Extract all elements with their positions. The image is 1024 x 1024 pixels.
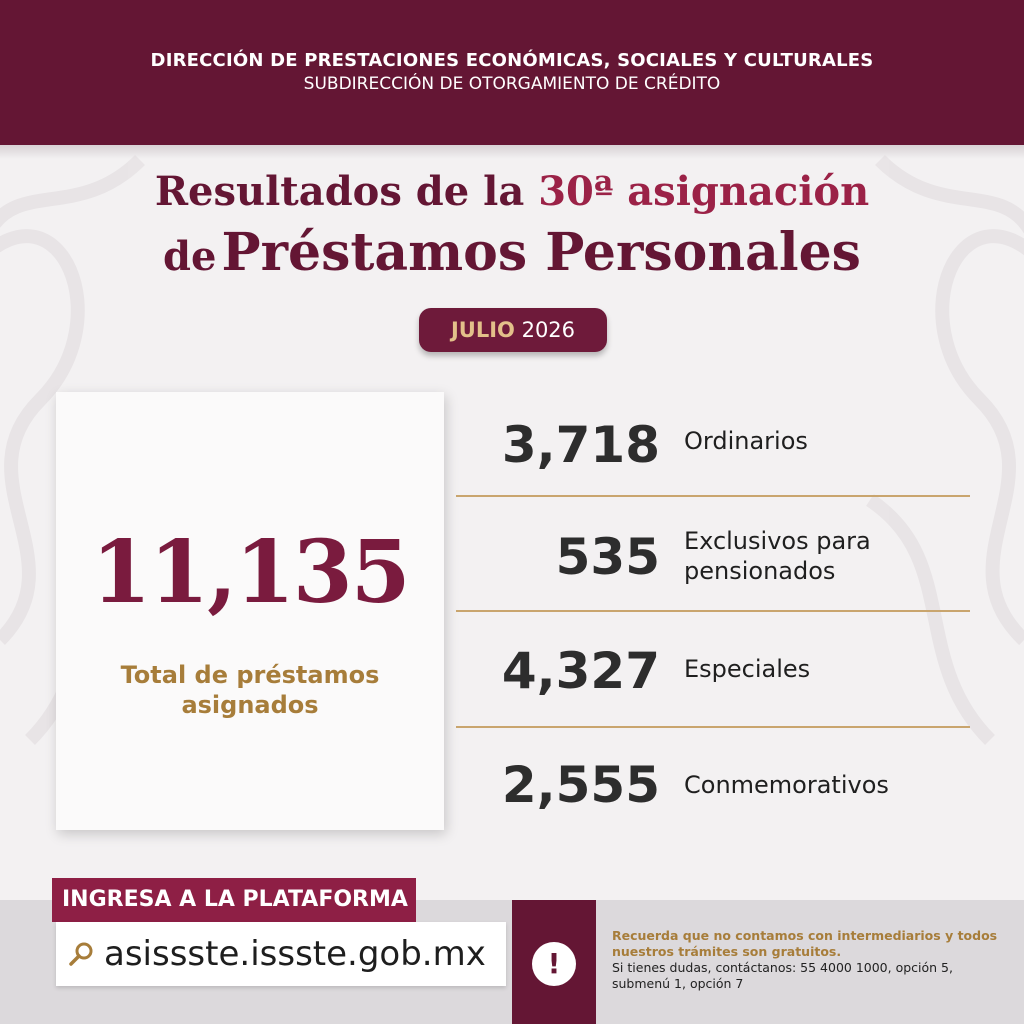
stat-label: Exclusivos para pensionados bbox=[684, 527, 871, 585]
platform-heading: INGRESA A LA PLATAFORMA bbox=[52, 878, 416, 922]
title-assignment-number: 30ª asignación bbox=[538, 168, 870, 215]
header-shadow bbox=[0, 145, 1024, 159]
date-month: JULIO bbox=[450, 318, 515, 342]
title-de: de bbox=[163, 233, 217, 280]
date-badge bbox=[419, 308, 607, 352]
date-year: 2026 bbox=[521, 318, 576, 342]
stat-value: 3,718 bbox=[501, 416, 660, 474]
stat-label: Especiales bbox=[684, 655, 811, 683]
header-directorate: DIRECCIÓN DE PRESTACIONES ECONÓMICAS, SOCIALES Y CULTURALES bbox=[150, 50, 874, 71]
header-subdirectorate: SUBDIRECCIÓN DE OTORGAMIENTO DE CRÉDITO bbox=[303, 74, 721, 94]
exclamation-icon: ! bbox=[532, 942, 576, 986]
total-loans-label: Total de préstamos asignados bbox=[120, 661, 380, 719]
title-prefix: Resultados de la bbox=[154, 168, 525, 215]
title-line-2 bbox=[0, 222, 1024, 283]
alert-block bbox=[512, 900, 596, 1024]
stat-row-ordinarios bbox=[456, 412, 970, 496]
total-card bbox=[56, 392, 444, 830]
notice-contact: Si tienes dudas, contáctanos: 55 4000 1000, opción 5, submenú 1, opción 7 bbox=[612, 960, 953, 991]
stat-value: 4,327 bbox=[501, 642, 660, 700]
platform-url-link[interactable] bbox=[56, 922, 506, 986]
stat-label: Conmemorativos bbox=[684, 771, 889, 799]
stat-row-conmemorativos bbox=[456, 728, 970, 828]
title-line-1 bbox=[0, 168, 1024, 215]
stat-value: 2,555 bbox=[501, 756, 660, 814]
header-band bbox=[0, 0, 1024, 145]
title-main: Préstamos Personales bbox=[221, 222, 861, 283]
stat-row-pensionados bbox=[456, 496, 970, 612]
notice-text bbox=[612, 928, 1012, 992]
search-icon bbox=[68, 940, 96, 968]
stat-value: 535 bbox=[555, 528, 660, 586]
notice-warning: Recuerda que no contamos con intermediarios y todos nuestros trámites son gratuitos. bbox=[612, 928, 998, 959]
total-loans-value: 11,135 bbox=[91, 522, 409, 623]
stat-row-especiales bbox=[456, 612, 970, 728]
platform-url-text: asissste.issste.gob.mx bbox=[104, 934, 486, 974]
stat-label: Ordinarios bbox=[684, 427, 808, 455]
